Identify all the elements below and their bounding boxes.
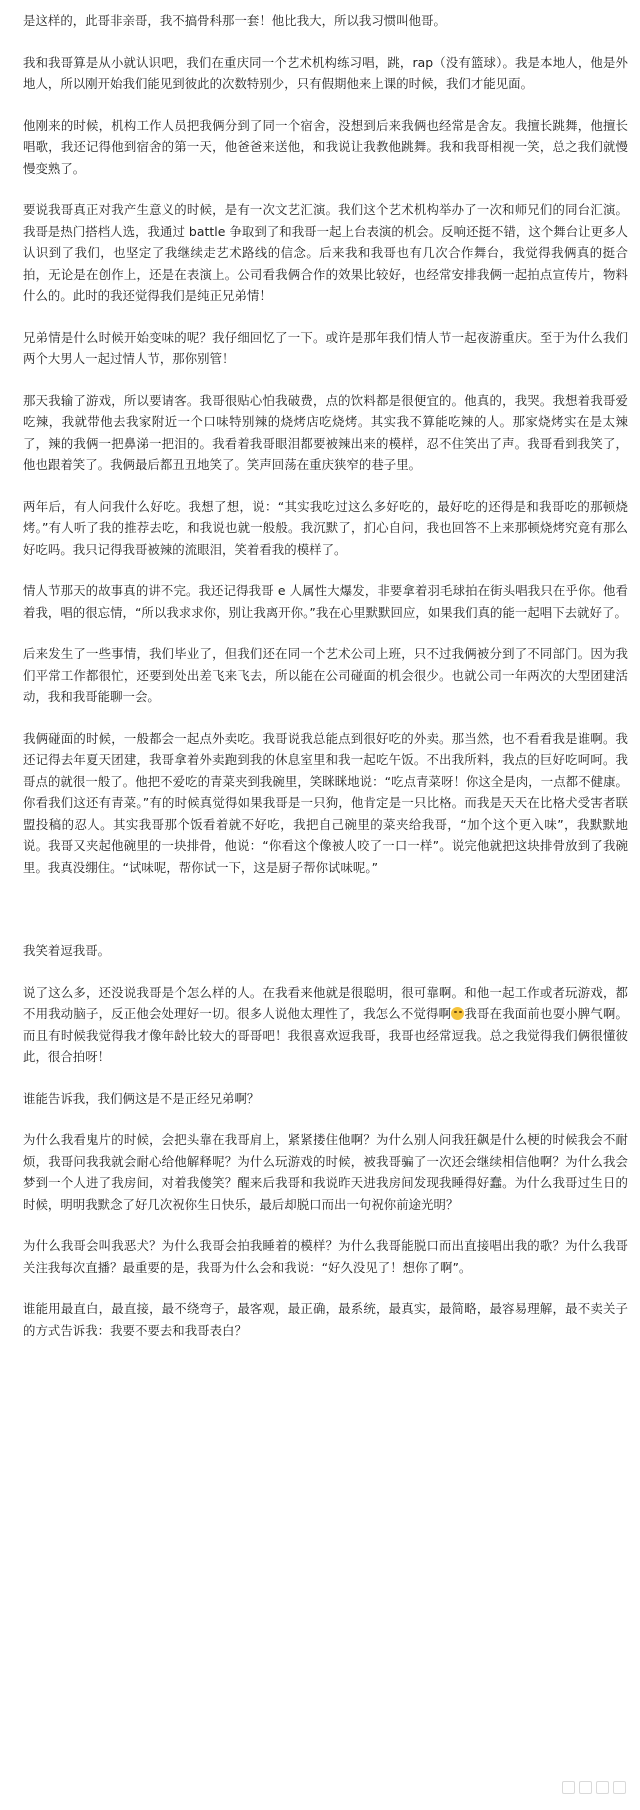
- paragraph-14: 为什么我看鬼片的时候，会把头靠在我哥肩上，紧紧搂住他啊？为什么别人问我狂飙是什么梗的时候我会不耐烦，我哥问我我就会耐心给他解释呢？为什么玩游戏的时候，被我哥骗了一次还会继续相信他啊？为什么我会梦到一个人进了我房间，对着我傻笑？醒来后我哥和我说昨天进我房间发现我睡得好蠢。为什么我哥过生日的时候，明明我默念了好几次祝你生日快乐，最后却脱口而出一句祝你前途光明？: [23, 1132, 628, 1212]
- paragraph-16: 谁能用最直白，最直接，最不绕弯子，最客观，最正确，最系统，最真实，最简略，最容易理解，最不卖关子的方式告诉我：我要不要去和我哥表白？: [23, 1301, 628, 1338]
- paragraph-6: 那天我输了游戏，所以要请客。我哥很贴心怕我破费，点的饮料都是很便宜的。他真的，我哭。我想着我哥爱吃辣，我就带他去我家附近一个口味特别辣的烧烤店吃烧烤。其实我不算能吃辣的人。那家烧烤实在是太辣了，辣的我俩一把鼻涕一把泪的。我看着我哥眼泪都要被辣出来的模样，忍不住笑出了声。我哥看到我笑了，他也跟着笑了。我俩最后都丑丑地笑了。笑声回荡在重庆狭窄的巷子里。: [23, 392, 628, 472]
- paragraph-10: 我俩碰面的时候，一般都会一起点外卖吃。我哥说我总能点到很好吃的外卖。那当然，也不看看我是谁啊。我还记得去年夏天团建，我哥拿着外卖跑到我的休息室里和我一起吃午饭。不出我所料，我点的巨好吃呵呵。我哥点的就很一般了。他把不爱吃的青菜夹到我碗里，笑眯眯地说：“吃点青菜呀！你这全是肉，一点都不健康。你看我们这还有青菜。”有的时候真觉得如果我哥是一只狗，他肯定是一只比格。而我是天天在比格犬受害者联盟投稿的忍人。其实我哥那个饭看着就不好吃，我把自己碗里的菜夹给我哥，“加个这个更入味”，我默默地说。我哥又夹起他碗里的一块排骨，他说：“你看这个像被人咬了一口一样”。说完他就把这块排骨放到了我碗里。我真没绷住。“试味呢，帮你试一下，这是厨子帮你试味呢。”: [23, 730, 628, 875]
- paragraph-12-part-1: 说了这么多，还没说我哥是个怎么样的人。在我看来他就是很聪明，很可靠啊。和他一起工作或者玩游戏，都不用我动脑子，反正他会处理好一切。很多人说他太理性了，我怎么不觉得啊: [23, 984, 628, 1021]
- paragraph-15: 为什么我哥会叫我恶犬？为什么我哥会拍我睡着的模样？为什么我哥能脱口而出直接唱出我的歌？为什么我哥关注我每次直播？最重要的是，我哥为什么会和我说：“好久没见了！想你了啊”。: [23, 1238, 628, 1275]
- paragraph-5: 兄弟情是什么时候开始变味的呢？我仔细回忆了一下。或许是那年我们情人节一起夜游重庆。至于为什么我们两个大男人一起过情人节，那你别管！: [23, 329, 628, 366]
- paragraph-12: [23, 982, 628, 1068]
- watermark-mark-4: [613, 1781, 626, 1794]
- paragraph-8: 情人节那天的故事真的讲不完。我还记得我哥 e 人属性大爆发，非要拿着羽毛球拍在街头唱我只在乎你。他看着我，唱的很忘情，“所以我求求你，别让我离开你。”我在心里默默回应，如果我们真的能一起唱下去就好了。: [23, 583, 628, 620]
- paragraph-2: 我和我哥算是从小就认识吧，我们在重庆同一个艺术机构练习唱，跳，rap（没有篮球）。我是本地人，他是外地人，所以刚开始我们能见到彼此的次数特别少，只有假期他来上课的时候，我们才能见面。: [23, 54, 628, 91]
- watermark-mark-1: [562, 1781, 575, 1794]
- paragraph-3: 他刚来的时候，机构工作人员把我俩分到了同一个宿舍，没想到后来我俩也经常是舍友。我擅长跳舞，他擅长唱歌，我还记得他到宿舍的第一天，他爸爸来送他，和我说让我教他跳舞。我和我哥相视一笑，总之我们就慢慢变熟了。: [23, 117, 628, 176]
- paragraph-1: 是这样的，此哥非亲哥，我不搞骨科那一套！他比我大，所以我习惯叫他哥。: [23, 13, 446, 28]
- paragraph-13: 谁能告诉我，我们俩这是不是正经兄弟啊？: [23, 1090, 260, 1106]
- corner-watermark: [562, 1781, 626, 1794]
- paragraph-11: 我笑着逗我哥。: [23, 943, 111, 958]
- paragraph-9: 后来发生了一些事情，我们毕业了，但我们还在同一个艺术公司上班，只不过我俩被分到了不同部门。因为我们平常工作都很忙，还要到处出差飞来飞去，所以能在公司碰面的机会很少。也就公司一年两次的大型团建活动，我和我哥能聊一会。: [23, 646, 628, 704]
- paragraph-12-part-2: 我哥在我面前也耍小脾气啊。而且有时候我觉得我才像年龄比较大的哥哥吧！我很喜欢逗我哥，我哥也经常逗我。总之我觉得我们俩很懂彼此，很合拍呀！: [23, 1006, 628, 1064]
- paragraph-7: 两年后，有人问我什么好吃。我想了想，说：“其实我吃过这么多好吃的，最好吃的还得是和我哥吃的那顿烧烤。”有人听了我的推荐去吃，和我说也就一般般。我沉默了，扪心自问，我也回答不上来那顿烧烤究竟有那么好吃吗。我只记得我哥被辣的流眼泪，笑着看我的模样了。: [23, 498, 628, 557]
- watermark-mark-2: [579, 1781, 592, 1794]
- wry-smile-emoji-icon: [451, 1007, 464, 1020]
- paragraph-4: 要说我哥真正对我产生意义的时候，是有一次文艺汇演。我们这个艺术机构举办了一次和师兄们的同台汇演。我哥是热门搭档人选，我通过 battle 争取到了和我哥一起上台表演的机会。反响还挺不错，这个舞台让更多人认识到了我们，也坚定了我继续走艺术路线的信念。后来我和我哥也有几次合作舞台，我觉得我俩真的挺合拍，无论是在创作上，还是在表演上。公司看我俩合作的效果比较好，也经常安排我俩一起拍点宣传片，物料什么的。此时的我还觉得我们是纯正兄弟情！: [23, 202, 628, 303]
- watermark-mark-3: [596, 1781, 609, 1794]
